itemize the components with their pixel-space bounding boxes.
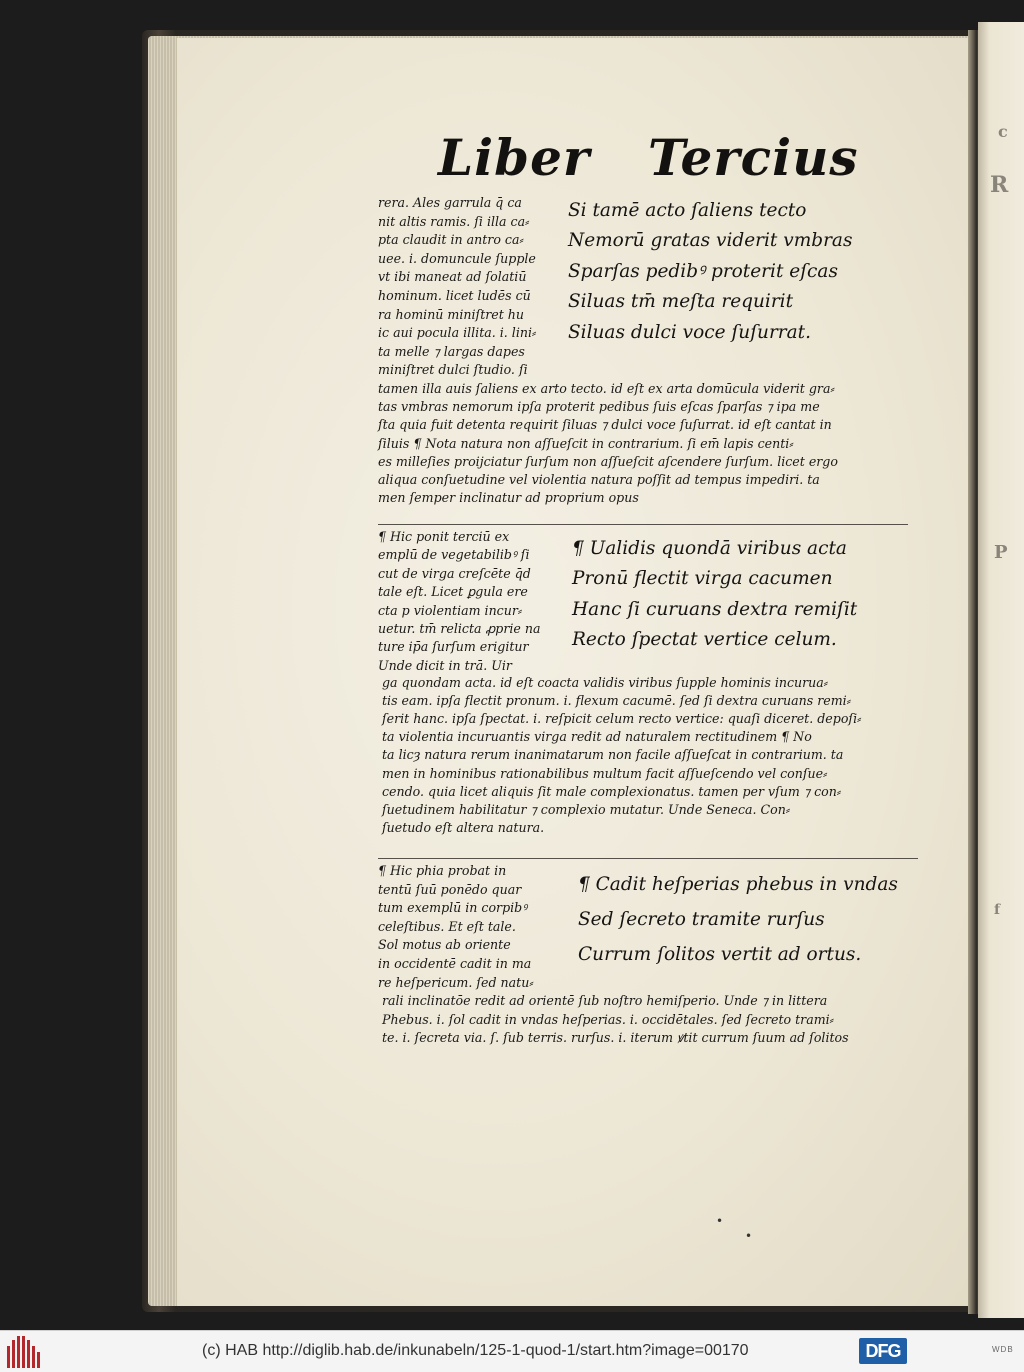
commentary-line: ta melle ⁊ largas dapes: [378, 343, 525, 359]
commentary-line: Sol motus ab oriente: [378, 937, 511, 953]
commentary-line: tis eam. ipſa flectit pronum. i. flexum cacumē. ſed ſi dextra curuans remi⸗: [382, 693, 851, 709]
verse-line: Sed ſecreto tramite rurſus: [578, 909, 825, 930]
commentary-line: ic aui pocula illita. i. lini⸗: [378, 325, 537, 341]
commentary-line: ſuetudinem habilitatur ⁊ complexio mutatur. Unde Seneca. Con⸗: [382, 801, 791, 817]
commentary-line: men in hominibus rationabilibus multum facit aſſueſcendo vel conſue⸗: [382, 765, 828, 781]
verse-line: ¶ Cadit heſperias phebus in vndas: [578, 874, 898, 895]
commentary-line: miniſtret dulci ſtudio. ſi: [378, 362, 528, 378]
commentary-line: vt ibi maneat ad ſolatiū: [378, 269, 527, 285]
facing-page-edge: [978, 22, 1024, 1318]
commentary-line: cta p violentiam incur⸗: [378, 602, 523, 618]
commentary-line: ga quondam acta. id eſt coacta validis viribus ſupple hominis incurua⸗: [382, 675, 828, 690]
commentary-line: es milleſies proijciatur ſurſum non aſſueſcit aſcendere ſurſum. licet ergo: [378, 453, 838, 469]
commentary-line: ſta quia fuit detenta requirit ſiluas ⁊ dulci voce ſuſurrat. id eſt cantat in: [378, 417, 832, 433]
commentary-line: ta violentia incuruantis virga redit ad naturalem rectitudinem ¶ No: [382, 729, 812, 745]
commentary-line: ¶ Hic ponit terciū ex: [378, 529, 510, 544]
copyright-link[interactable]: (c) HAB http://diglib.hab.de/inkunabeln/125-1-quod-1/start.htm?image=00170: [202, 1342, 749, 1359]
facing-page-glyph: R: [990, 172, 1009, 198]
commentary-line: nit altis ramis. ſi illa ca⸗: [378, 213, 530, 229]
print-mark: •: [716, 1214, 724, 1228]
commentary-line: tentū ſuū ponēdo quar: [378, 881, 522, 897]
hab-logo-icon[interactable]: [7, 1336, 41, 1368]
verse-line: Siluas tm̄ meſta requirit: [568, 291, 794, 313]
commentary-line: tas vmbras nemorum ipſa proterit pedibus ſuis eſcas ſparſas ⁊ ipa me: [378, 399, 820, 415]
verse-line: Currum ſolitos vertit ad ortus.: [578, 944, 862, 965]
running-title-left: Liber: [438, 128, 591, 187]
facing-page-glyph: P: [994, 542, 1008, 563]
running-title-right: Tercius: [648, 128, 859, 187]
commentary-line: rali inclinatōe redit ad orientē ſub noſtro hemiſperio. Unde ⁊ in littera: [382, 993, 828, 1008]
commentary-line: men ſemper inclinatur ad proprium opus: [378, 490, 639, 506]
commentary-line: ſerit hanc. ipſa ſpectat. i. reſpicit celum recto vertice: quaſi diceret. depoſi⸗: [382, 711, 862, 727]
dfg-logo-icon[interactable]: DFG: [859, 1338, 907, 1364]
commentary-line: ta licȝ natura rerum inanimatarum non facile aſſueſcat in contrarium. ta: [382, 747, 844, 763]
facing-page-glyph: c: [998, 122, 1008, 141]
wdb-label: WDB: [992, 1345, 1014, 1354]
commentary-line: re heſpericum. ſed natu⸗: [378, 974, 534, 990]
commentary-line: pta claudit in antro ca⸗: [378, 232, 524, 248]
commentary-line: cut de virga creſcēte q̄d: [378, 565, 531, 581]
commentary-line: ſiluis ¶ Nota natura non aſſueſcit in contrarium. ſi em̄ lapis centi⸗: [378, 435, 794, 451]
print-mark: •: [745, 1229, 753, 1243]
verse-line: Si tamē acto ſaliens tecto: [568, 200, 807, 221]
verse-line: Siluas dulci voce ſuſurrat.: [568, 321, 811, 343]
commentary-line: rera. Ales garrula q̄ ca: [378, 195, 522, 210]
commentary-line: cendo. quia licet aliquis ſit male complexionatus. tamen per vſum ⁊ con⸗: [382, 783, 842, 799]
commentary-line: ¶ Hic phia probat in: [378, 863, 507, 878]
facing-page-glyph: f: [994, 902, 1001, 918]
commentary-line: tum exemplū in corpibꝰ: [378, 900, 528, 916]
footer-bar: [0, 1330, 1024, 1372]
verse-line: Hanc ſi curuans dextra remiſit: [572, 598, 858, 620]
commentary-line: Unde dicit in trā. Uir: [378, 657, 512, 673]
commentary-line: hominum. licet ludēs cū: [378, 288, 531, 303]
commentary-line: emplū de vegetabilibꝰ ſi: [378, 547, 530, 563]
commentary-line: tamen illa auis ſaliens ex arto tecto. id eſt ex arta domūcula viderit gra⸗: [378, 381, 835, 396]
commentary-line: aliqua conſuetudine vel violentia natura poſſit ad tempus impediri. ta: [378, 472, 820, 487]
commentary-line: Phebus. i. ſol cadit in vndas heſperias. i. occidētales. ſed ſecreto trami⸗: [382, 1011, 834, 1027]
verse-line: Recto ſpectat vertice celum.: [572, 628, 837, 650]
commentary-line: celeſtibus. Et eſt tale.: [378, 918, 516, 934]
commentary-line: uee. i. domuncule ſupple: [378, 250, 536, 266]
commentary-line: te. i. ſecreta via. ſ. ſub terris. rurſus. i. iterum ꝟtit currum ſuum ad ſolitos: [382, 1030, 849, 1046]
verse-line: Nemorū gratas viderit vmbras: [568, 230, 853, 252]
commentary-line: in occidentē cadit in ma: [378, 956, 532, 971]
section-divider: [378, 524, 908, 525]
verse-line: ¶ Ualidis quondā viribus acta: [572, 538, 847, 559]
verse-line: Pronū flectit virga cacumen: [572, 568, 833, 590]
verse-line: Sparſas pedibꝰ proterit eſcas: [568, 260, 838, 282]
commentary-line: ra hominū miniſtret hu: [378, 306, 525, 322]
commentary-line: uetur. tm̄ relicta ꝓprie na: [378, 621, 541, 636]
section-divider: [378, 858, 918, 859]
commentary-line: ſuetudo eſt altera natura.: [382, 819, 545, 835]
commentary-line: tale eſt. Licet ꝑgula ere: [378, 584, 528, 600]
commentary-line: ture ip̄a ſurſum erigitur: [378, 639, 529, 655]
